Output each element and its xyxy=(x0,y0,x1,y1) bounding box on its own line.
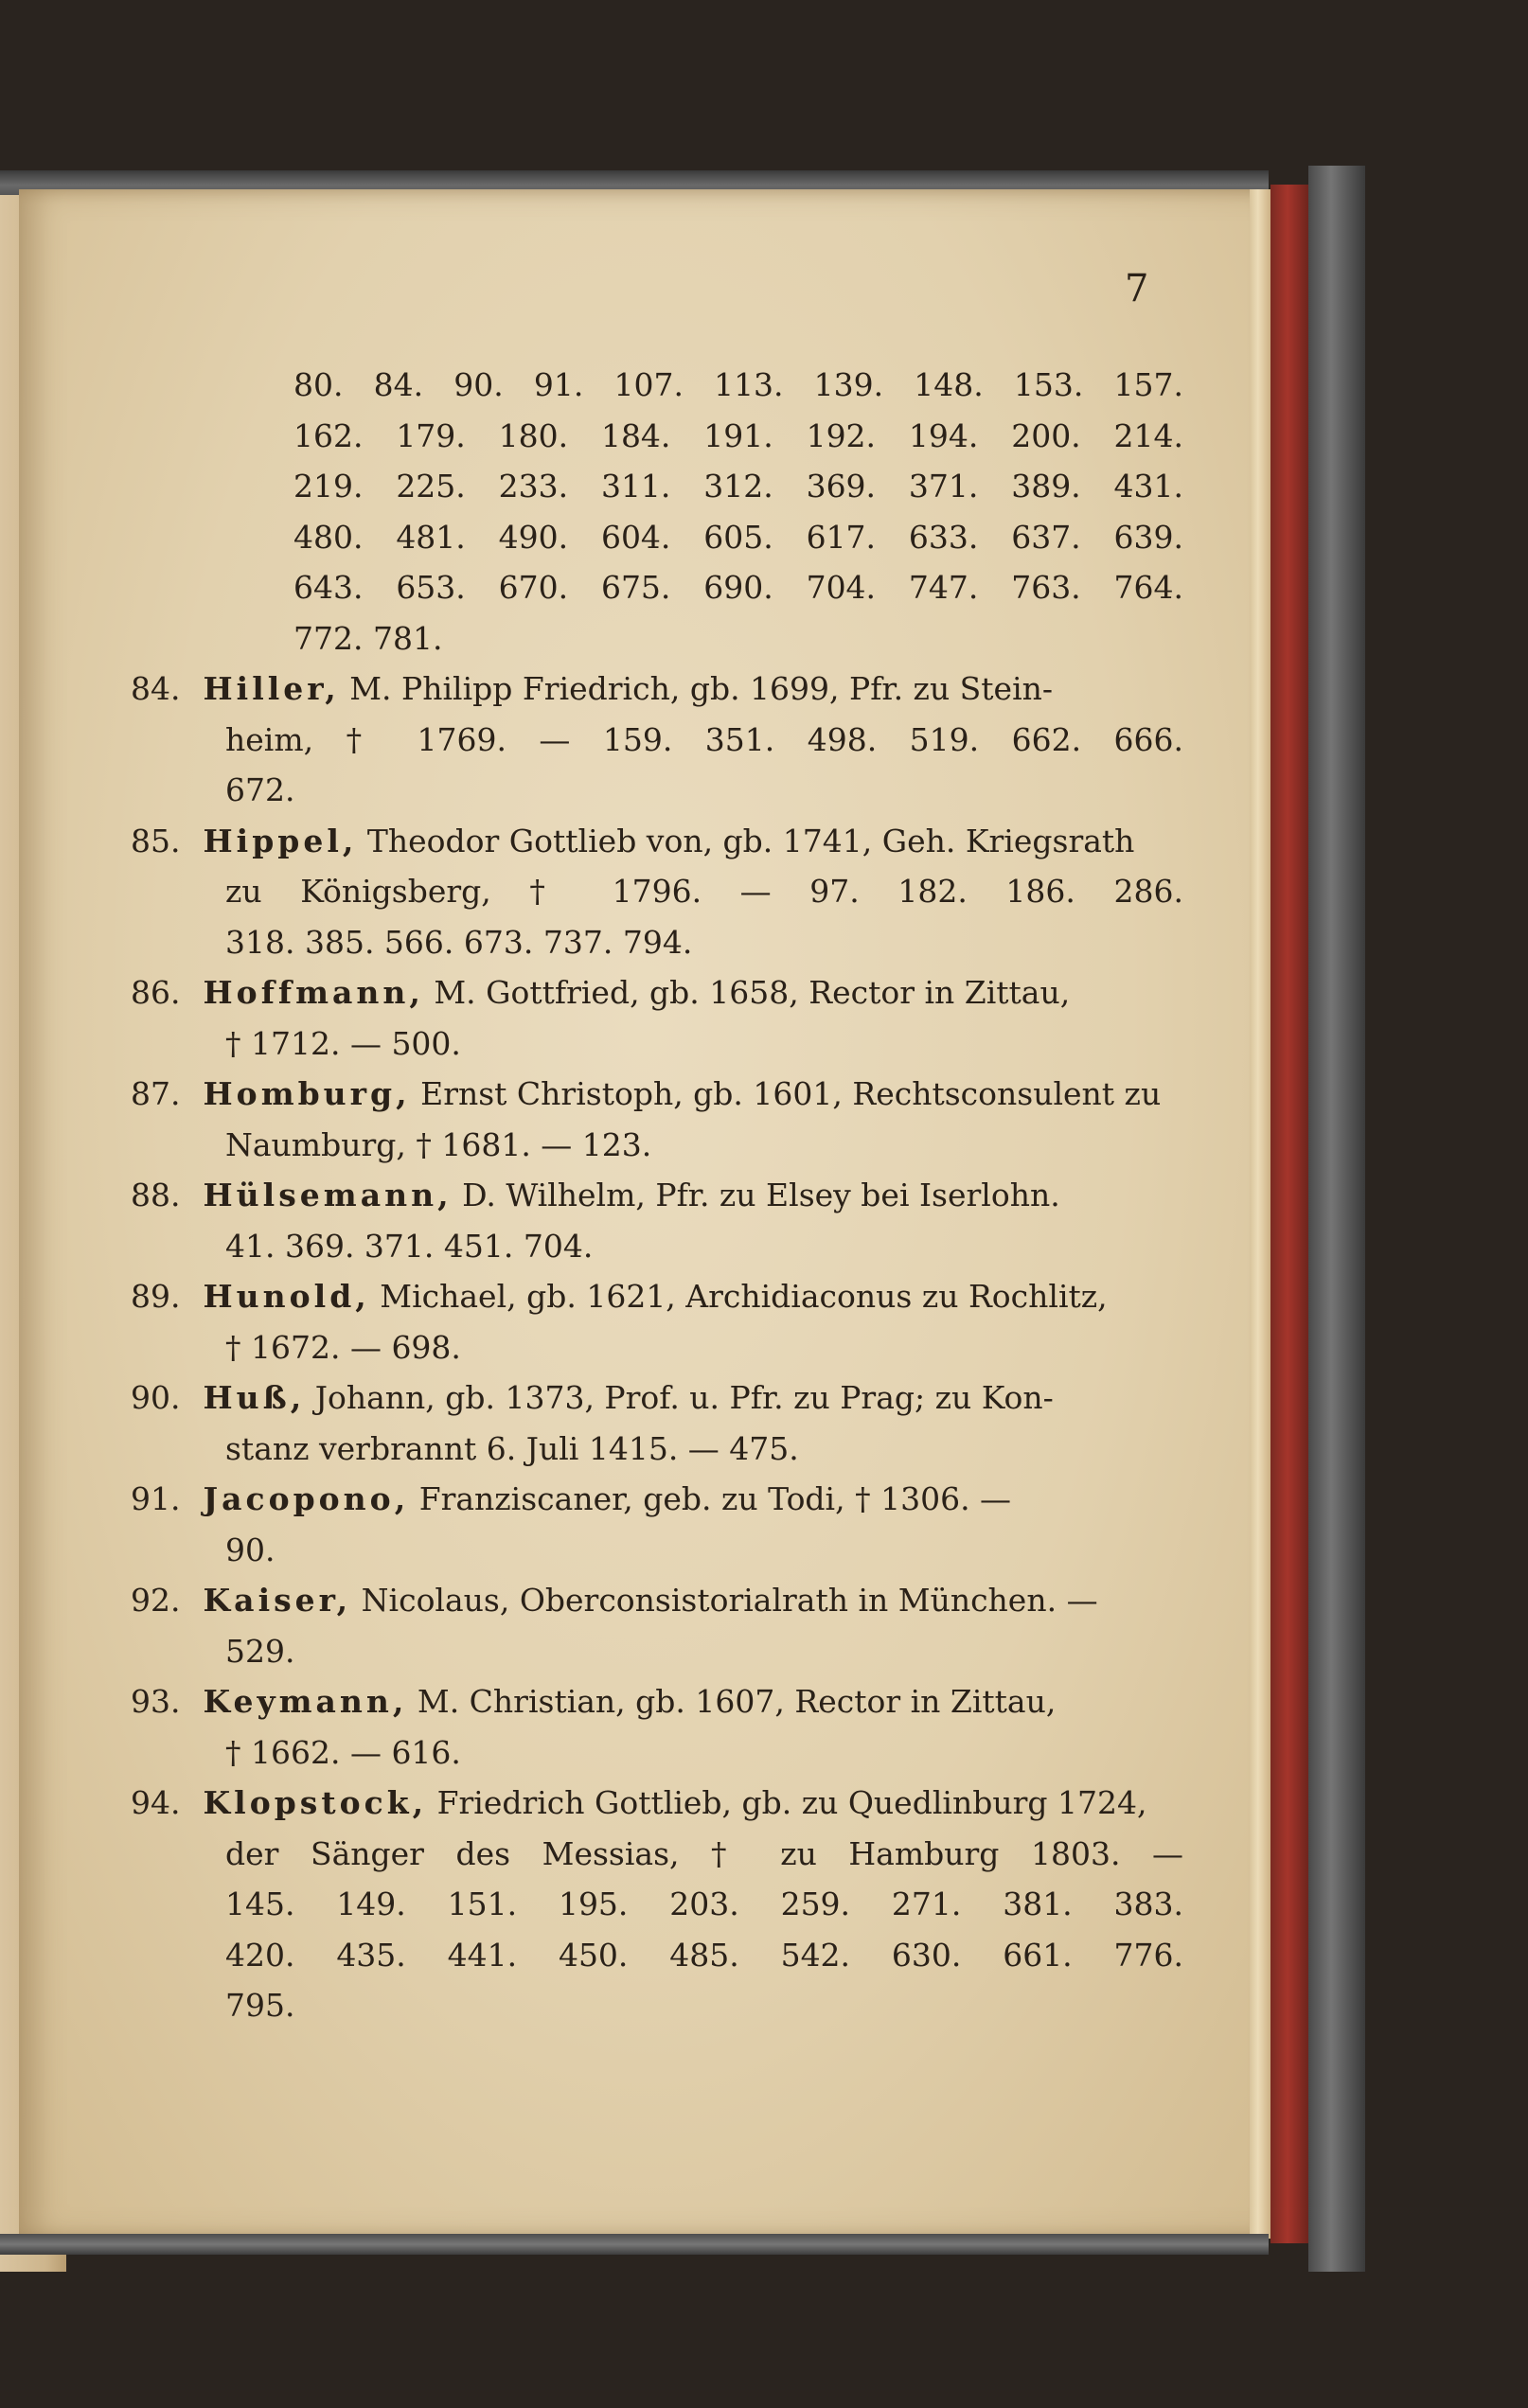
entry-line: † 1662. — 616. xyxy=(225,1733,461,1771)
author-name: Hunold, xyxy=(203,1278,370,1315)
entry-line: 41. 369. 371. 451. 704. xyxy=(225,1227,594,1265)
entry-line: 420. 435. 441. 450. 485. 542. 630. 661. 776. xyxy=(225,1936,1183,1974)
entry-text: M. Christian, gb. 1607, Rector in Zittau, xyxy=(417,1683,1057,1720)
page-block-edge xyxy=(1250,189,1270,2239)
entry-line: stanz verbrannt 6. Juli 1415. — 475. xyxy=(225,1429,799,1467)
author-name: Klopstock, xyxy=(203,1784,428,1821)
page-number: 7 xyxy=(1125,267,1149,310)
index-entries xyxy=(131,360,1183,2031)
entry-number: 94. xyxy=(131,1784,181,1821)
index-entry xyxy=(131,1069,1183,1170)
entry-number: 89. xyxy=(131,1278,181,1315)
entry-line: 772. 781. xyxy=(293,619,443,657)
author-name: Hoffmann, xyxy=(203,974,424,1011)
author-name: Jacopono, xyxy=(203,1480,410,1517)
entry-text: Ernst Christoph, gb. 1601, Rechtsconsulent zu xyxy=(420,1075,1162,1112)
entry-number: 92. xyxy=(131,1582,181,1619)
entry-line: heim, † 1769. — 159. 351. 498. 519. 662. 666. xyxy=(225,720,1183,758)
index-entry xyxy=(131,1676,1183,1778)
entry-number: 87. xyxy=(131,1075,181,1112)
author-name: Keymann, xyxy=(203,1683,408,1720)
entry-number: 84. xyxy=(131,670,181,707)
author-name: Kaiser, xyxy=(203,1582,352,1619)
index-entry xyxy=(131,664,1183,816)
entry-number: 90. xyxy=(131,1379,181,1416)
author-name: Hülsemann, xyxy=(203,1177,453,1213)
index-entry xyxy=(131,1474,1183,1575)
entry-line: 480. 481. 490. 604. 605. 617. 633. 637. 639. xyxy=(293,518,1183,556)
entry-text: Michael, gb. 1621, Archidiaconus zu Rochlitz, xyxy=(380,1278,1108,1315)
entry-number: 91. xyxy=(131,1480,181,1517)
author-name: Hiller, xyxy=(203,670,340,707)
entry-line: 529. xyxy=(225,1632,295,1670)
entry-text: D. Wilhelm, Pfr. zu Elsey bei Iserlohn. xyxy=(462,1177,1060,1213)
entry-line: 80. 84. 90. 91. 107. 113. 139. 148. 153. 157. xyxy=(293,366,1183,403)
entry-text: Nicolaus, Oberconsistorialrath in München. — xyxy=(361,1582,1098,1619)
entry-text: M. Philipp Friedrich, gb. 1699, Pfr. zu Stein- xyxy=(349,670,1054,707)
entry-line: 90. xyxy=(225,1531,275,1568)
entry-number: 86. xyxy=(131,974,181,1011)
entry-line: † 1712. — 500. xyxy=(225,1024,461,1062)
entry-text: Theodor Gottlieb von, gb. 1741, Geh. Kriegsrath xyxy=(366,822,1135,859)
entry-text: M. Gottfried, gb. 1658, Rector in Zittau, xyxy=(434,974,1071,1011)
author-name: Huß, xyxy=(203,1379,306,1416)
entry-line: 219. 225. 233. 311. 312. 369. 371. 389. 431. xyxy=(293,468,1183,505)
entry-line: 643. 653. 670. 675. 690. 704. 747. 763. 764. xyxy=(293,569,1183,606)
entry-line: zu Königsberg, † 1796. — 97. 182. 186. 286. xyxy=(225,873,1183,910)
red-page-edge xyxy=(1270,185,1308,2243)
entry-line: 318. 385. 566. 673. 737. 794. xyxy=(225,923,693,961)
entry-line: † 1672. — 698. xyxy=(225,1328,461,1366)
index-entry xyxy=(131,1372,1183,1474)
entry-text: Johann, gb. 1373, Prof. u. Pfr. zu Prag; zu Kon- xyxy=(314,1379,1054,1416)
author-name: Homburg, xyxy=(203,1075,411,1112)
index-entry xyxy=(131,1778,1183,2031)
entry-text: Friedrich Gottlieb, gb. zu Quedlinburg 1724, xyxy=(436,1784,1147,1821)
entry-text: Franziscaner, geb. zu Todi, † 1306. — xyxy=(418,1480,1012,1517)
entry-number: 88. xyxy=(131,1177,181,1213)
continuation-entry xyxy=(131,360,1183,664)
entry-line: Naumburg, † 1681. — 123. xyxy=(225,1125,652,1163)
index-entry xyxy=(131,967,1183,1069)
binding-bottom xyxy=(0,2234,1269,2255)
index-entry xyxy=(131,1271,1183,1372)
entry-line: 672. xyxy=(225,771,295,808)
index-entry xyxy=(131,816,1183,968)
entry-line: 162. 179. 180. 184. 191. 192. 194. 200. 214. xyxy=(293,416,1183,454)
author-name: Hippel, xyxy=(203,822,358,859)
entry-line: der Sänger des Messias, † zu Hamburg 1803. — xyxy=(225,1834,1183,1872)
entry-number: 93. xyxy=(131,1683,181,1720)
book-cover-edge xyxy=(1308,166,1365,2272)
entry-line: 795. xyxy=(225,1987,295,2024)
index-entry xyxy=(131,1575,1183,1676)
index-entry xyxy=(131,1170,1183,1271)
entry-number: 85. xyxy=(131,822,181,859)
entry-line: 145. 149. 151. 195. 203. 259. 271. 381. 383. xyxy=(225,1886,1183,1922)
